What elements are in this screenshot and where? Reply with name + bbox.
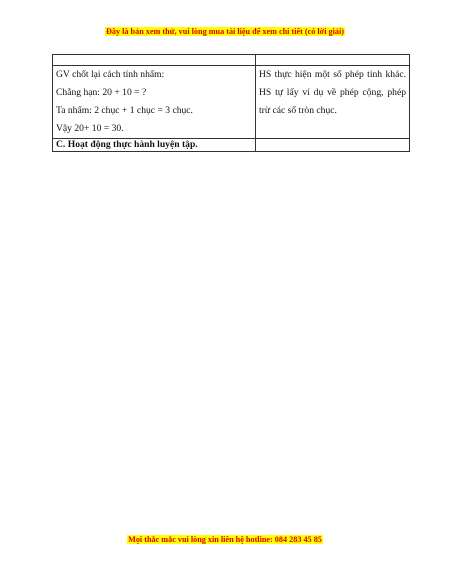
hotline-notice-text: Mọi thắc mắc vui lòng xin liên hệ hotline: 084 283 45 85 <box>128 535 322 544</box>
student-activity-cell <box>256 66 410 139</box>
table-cell-empty <box>256 139 410 152</box>
teacher-line: GV chốt lại cách tính nhẩm: <box>56 69 165 80</box>
teacher-line: Ta nhẩm: 2 chục + 1 chục = 3 chục. <box>56 105 193 116</box>
lesson-plan-table <box>52 54 410 152</box>
preview-notice-banner <box>0 27 450 37</box>
hotline-notice-banner <box>0 535 450 545</box>
teacher-line: Chẳng hạn: 20 + 10 = ? <box>56 87 147 98</box>
table-cell-empty-left <box>53 55 256 66</box>
teacher-activity-cell <box>53 66 256 139</box>
table-cell-empty-right <box>256 55 410 66</box>
table-row <box>53 139 410 152</box>
preview-notice-text: Đây là bản xem thử, vui lòng mua tài liệu để xem chi tiết (có lời giải) <box>105 27 344 36</box>
section-heading: C. Hoạt động thực hành luyện tập. <box>56 139 198 150</box>
table-row <box>53 55 410 66</box>
table-row <box>53 66 410 139</box>
teacher-line: Vậy 20+ 10 = 30. <box>56 123 124 134</box>
student-activity-text: HS thực hiện một số phép tính khác. HS tự lấy ví dụ về phép cộng, phép trừ các số tròn chục. <box>259 69 406 116</box>
section-heading-cell <box>53 139 256 152</box>
